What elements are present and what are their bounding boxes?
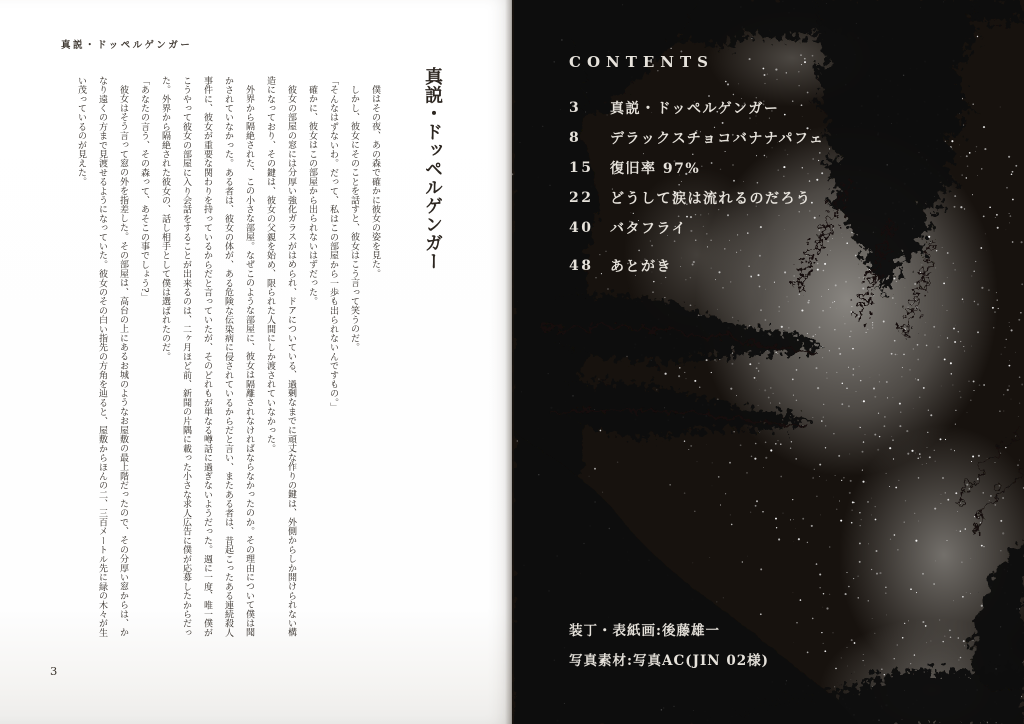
- contents-overlay: [512, 0, 1024, 724]
- running-header: 真説・ドッペルゲンガー: [61, 40, 193, 51]
- toc-page-number: 15: [569, 160, 594, 176]
- story-text-block: [70, 67, 446, 642]
- toc-title: どうして涙は流れるのだろう: [610, 191, 812, 207]
- table-of-contents: [569, 93, 824, 281]
- credit-line-photo: 写真素材:写真AC(JIN 02様): [569, 653, 770, 669]
- toc-page-number: 22: [569, 190, 594, 206]
- credit-line-design: 装丁・表紙画:後藤雄一: [569, 623, 720, 639]
- story-paragraph: 彼女はそう言って窓の外を指差した。その部屋は、高台の上にあるお城のようなお屋敷の最上階だったので、その分厚い窓からは、かなり遠くの方まで見渡せるようになっていた。彼女のその白い指先の方角を辿ると、屋敷からほんの二、三百メートル先に緑の木々が生い茂っているのが見えた。: [76, 76, 128, 638]
- story-paragraph: 僕はその夜、あの森で確かに彼女の姿を見た。: [370, 85, 380, 279]
- toc-entry: [569, 213, 824, 243]
- toc-entry: [569, 251, 824, 281]
- toc-page-number: 3: [569, 100, 582, 116]
- page-number: 3: [50, 664, 58, 678]
- toc-entry: [569, 153, 824, 183]
- story-paragraph: 「そんなはずないわ。だって、私はこの部屋から一歩も出られないんですもの。」: [328, 76, 338, 412]
- toc-entry: [569, 93, 824, 123]
- toc-entry: [569, 183, 824, 213]
- toc-page-number: 48: [569, 258, 594, 274]
- contents-page: [512, 0, 1024, 724]
- toc-title: バタフライ: [610, 221, 688, 237]
- page-gutter: [505, 0, 514, 724]
- toc-title: 復旧率 97%: [610, 161, 701, 177]
- story-paragraph: しかし、彼女にそのことを話すと、彼女はこう言って笑うのだ。: [349, 85, 359, 352]
- toc-entry: [569, 123, 824, 153]
- toc-title: デラックスチョコバナナパフェ: [610, 131, 825, 147]
- credits-block: [569, 616, 769, 676]
- story-paragraph: 外界から隔絶された、この小さな部屋。なぜこのような部屋に、彼女は隔離されなければならなかったのか。その理由について僕は聞かされていなかった。ある者は、彼女の体が、ある危険な伝染病に侵されているからだと言い、またある者は、昔起こったある連続殺人事件に、彼女が重要な関わりを持っているからだと言っていたが、そのどれもが単なる噂話に過ぎないようだった。週に一度、唯一僕がこうやって彼女の部屋に入り会話をすることが出来るのは、二ヶ月ほど前、新聞の片隅に載った小さな求人広告に僕が応募したからだった。外界から隔絶された彼女の、話し相手として僕は選ばれたのだ。: [160, 76, 254, 638]
- toc-title: 真説・ドッペルゲンガー: [610, 101, 780, 117]
- story-title: 真説・ドッペルゲンガー: [422, 67, 443, 271]
- toc-page-number: 40: [569, 220, 594, 236]
- story-paragraph: 彼女の部屋の窓には分厚い強化ガラスがはめられ、ドアについている、過剰なまでに頑丈な作りの鍵は、外側からしか開けられない構造になっており、その鍵は、彼女の父親を始め、限られた人間にしか渡されていなかった。: [265, 76, 296, 638]
- toc-page-number: 8: [569, 130, 582, 146]
- story-paragraph: 「あなたの言う、その森って、あそこの事でしょう?」: [139, 76, 149, 302]
- toc-title: あとがき: [610, 259, 672, 275]
- contents-heading: CONTENTS: [569, 53, 715, 71]
- story-paragraph: 確かに、彼女はこの部屋から出られないはずだった。: [307, 85, 317, 306]
